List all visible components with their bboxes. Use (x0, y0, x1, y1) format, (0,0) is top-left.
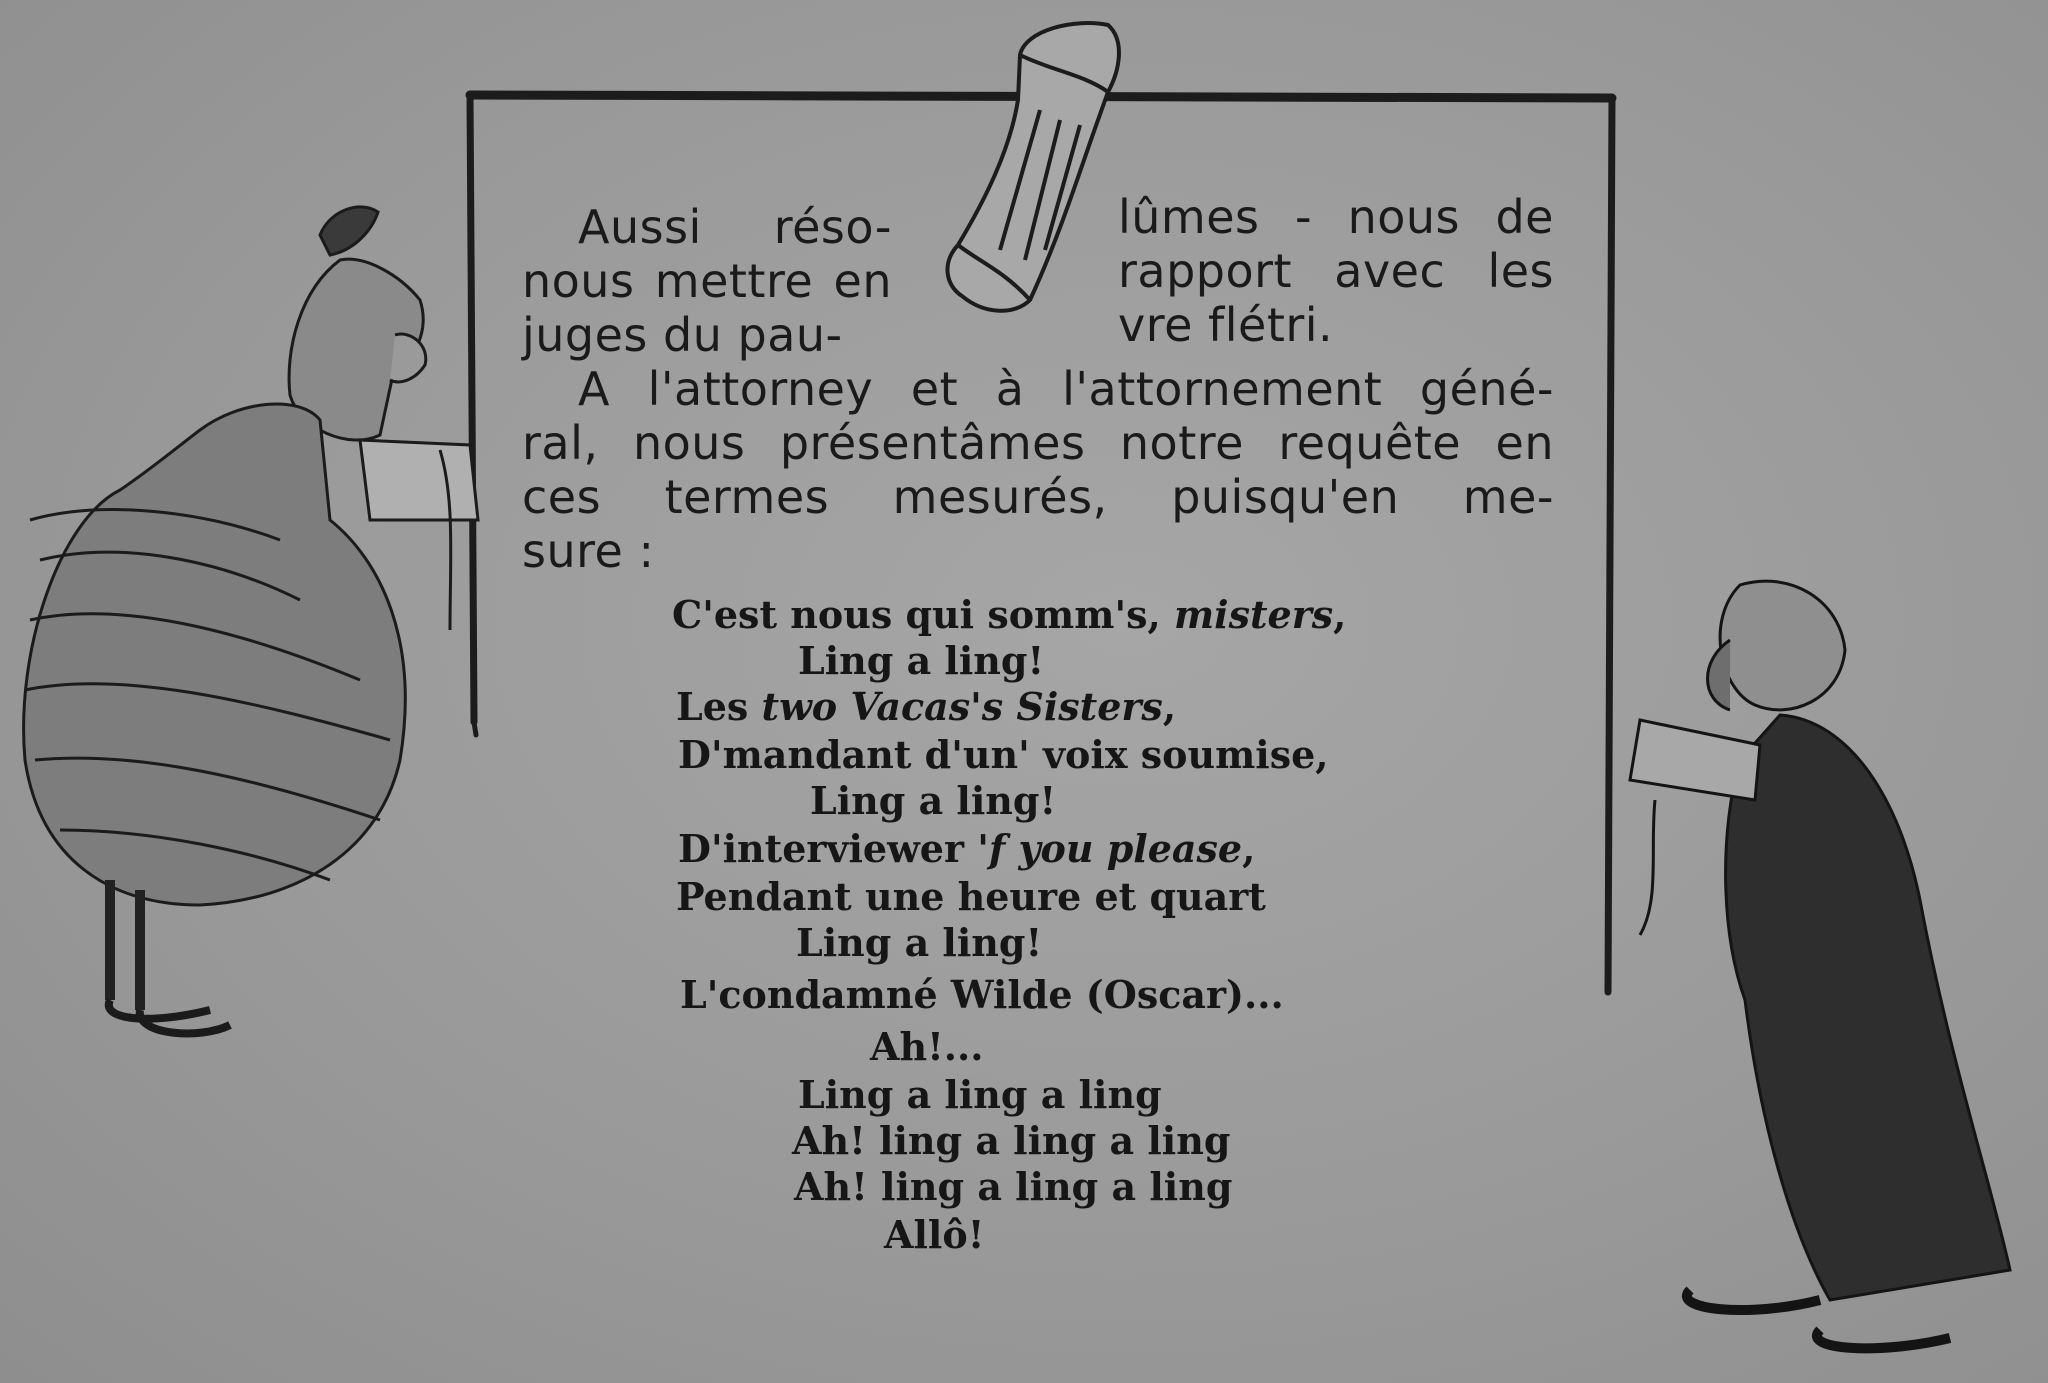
verse-line: Ah! ling a ling a ling (794, 1164, 1233, 1209)
text-line: rapport avec les (1118, 244, 1554, 298)
verse-line: D'interviewer 'f you please, (678, 826, 1256, 871)
verse-line: Ah!... (870, 1024, 984, 1069)
verse-line: Pendant une heure et quart (676, 874, 1266, 919)
verse-line: Ling a ling a ling (798, 1072, 1162, 1117)
text-line: juges du pau- (522, 308, 843, 362)
judge-figure (1630, 581, 2010, 1348)
text-line: nous mettre en (522, 254, 892, 308)
verse-line: Allô! (884, 1212, 985, 1257)
text-line: lûmes - nous de (1118, 190, 1554, 244)
verse-line: Les two Vacas's Sisters, (676, 684, 1177, 729)
verse-line: Ling a ling! (796, 920, 1043, 965)
wrapped-paragraph-right (1118, 190, 1554, 352)
text-line: sure : (522, 524, 655, 578)
verse-line: Ah! ling a ling a ling (792, 1118, 1231, 1163)
verse-line: C'est nous qui somm's, misters, (672, 592, 1347, 637)
woman-figure (24, 207, 478, 1033)
wrapped-paragraph-left (522, 200, 892, 362)
hanging-cloth (947, 23, 1118, 311)
text-line: ral, nous présentâmes notre requête en (522, 416, 1554, 470)
verse-line: D'mandant d'un' voix soumise, (678, 732, 1329, 777)
verse-line: Ling a ling! (798, 638, 1045, 683)
text-line: vre flétri. (1118, 298, 1334, 352)
text-line: A l'attorney et à l'attornement géné- (578, 362, 1554, 416)
verse-line: L'condamné Wilde (Oscar)... (680, 972, 1284, 1017)
verse-line: Ling a ling! (810, 778, 1057, 823)
text-line: Aussi réso- (578, 200, 892, 254)
request-paragraph (522, 362, 1554, 578)
text-line: ces termes mesurés, puisqu'en me- (522, 470, 1554, 524)
